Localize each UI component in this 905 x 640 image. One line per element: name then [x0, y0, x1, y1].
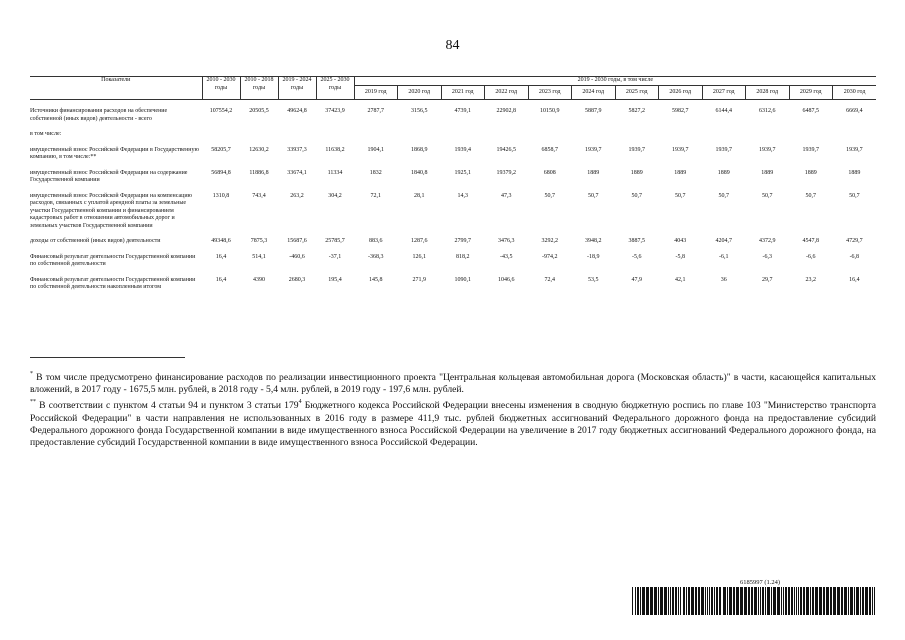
barcode-bar: [812, 587, 814, 615]
barcode-bar: [810, 587, 811, 615]
barcode-bar: [856, 587, 859, 615]
barcode-bar: [762, 587, 764, 615]
barcode-bar: [837, 587, 840, 615]
cell-value: 304,2: [328, 192, 342, 199]
barcode-bar: [794, 587, 795, 615]
cell-value: 263,2: [290, 192, 304, 199]
cell-value: 1939,7: [715, 146, 732, 153]
cell-value: 1939,7: [585, 146, 602, 153]
header-year: 2026 год: [659, 85, 703, 100]
cell-value: 107554,2: [209, 108, 233, 114]
barcode-bar: [723, 587, 726, 615]
cell-value: 1939,4: [454, 146, 471, 153]
barcode-bar: [823, 587, 825, 615]
barcode-bar: [874, 587, 875, 615]
cell-value: 1287,6: [411, 238, 428, 244]
cell-value: -6,3: [762, 253, 772, 260]
page-number: 84: [445, 38, 460, 53]
cell-value: 818,2: [456, 253, 470, 260]
cell-value: 72,4: [544, 276, 555, 283]
barcode-bar: [848, 587, 849, 615]
footnote-2: ** В соответствии с пунктом 4 статьи 94 и пунктом 3 статьи $179^4$ Бюджетного кодекса Российской Федерации внесены изменения в сводную бюджетную роспись по главе 103 "Министерство транспорта Российской Федерации" в части направления не использованных в 2016 году в размере 411,9 тыс. рублей бюджетных ассигнований Федерального дорожного фонда на предоставление субсидий Федерального дорожного фонда Государственной компании в виде имущественного взноса Российской Федерации на увеличение в 2017 году бюджетных ассигнований Федерального дорожного фонда, на предоставление субсидий Государственной компании в виде имущественного взноса Российской Федерации.: [30, 399, 876, 449]
barcode-bar: [670, 587, 671, 615]
barcode-bar: [771, 587, 772, 615]
barcode-bar: [760, 587, 761, 615]
cell-value: 3156,5: [411, 108, 428, 114]
cell-value: 5887,9: [585, 108, 602, 114]
header-period: 2010 - 2018 годы: [240, 77, 278, 100]
cell-value: 6669,4: [846, 108, 863, 114]
cell-value: 37423,9: [325, 108, 345, 114]
barcode-bar: [783, 587, 784, 615]
cell-value: 1889: [761, 169, 774, 176]
cell-value: 1889: [848, 169, 861, 176]
cell-value: 50,7: [849, 192, 860, 199]
cell-value: 2799,7: [454, 238, 471, 244]
cell-value: 23,2: [805, 276, 816, 283]
barcode-bar: [754, 587, 757, 615]
table-row: [30, 131, 876, 139]
cell-value: 19379,2: [496, 169, 516, 176]
barcode-bar: [654, 587, 657, 615]
cell-value: 1939,7: [846, 146, 863, 153]
cell-value: 6144,4: [715, 108, 732, 114]
cell-value: 4390: [253, 276, 265, 283]
cell-value: 10150,9: [540, 108, 560, 114]
footnote-1: * В том числе предусмотрено финансирование расходов по реализации инвестиционного проекта "Центральная кольцевая автомобильная дорога (Московская область)" в части, касающейся капитальных вложений, в 2017 году - 1675,5 млн. рублей, в 2018 году - 5,4 млн. рублей, в 2019 году - 197,6 млн. рублей.: [30, 371, 876, 396]
barcode-bar: [632, 587, 633, 615]
cell-value: -6,8: [849, 253, 860, 260]
cell-value: 1889: [804, 169, 817, 176]
cell-value: 5982,7: [672, 108, 689, 114]
barcode-bar: [748, 587, 750, 615]
cell-value: 3948,2: [585, 238, 602, 244]
cell-value: 11886,8: [249, 169, 269, 176]
cell-value: 50,7: [762, 192, 773, 199]
cell-value: 47,3: [501, 192, 512, 199]
cell-value: 50,7: [805, 192, 816, 199]
cell-value: 1868,9: [411, 146, 428, 153]
barcode-bar: [819, 587, 822, 615]
footnote-divider: [30, 357, 185, 358]
cell-value: 3292,2: [541, 238, 558, 244]
cell-value: 1939,7: [802, 146, 819, 153]
header-year: 2030 год: [833, 85, 877, 100]
cell-value: -974,2: [542, 253, 558, 260]
cell-value: 6808: [543, 169, 556, 176]
cell-value: 1889: [630, 169, 643, 176]
row-label: доходы от собственной (иных видов) деятельности: [30, 238, 161, 244]
cell-value: 33937,3: [287, 146, 307, 153]
barcode-bar: [751, 587, 753, 615]
cell-value: 50,7: [718, 192, 729, 199]
cell-value: 4729,7: [846, 238, 863, 244]
cell-value: 7875,3: [250, 238, 268, 244]
barcode-bar: [800, 587, 802, 615]
cell-value: 6312,6: [759, 108, 776, 114]
cell-value: -5,6: [632, 253, 642, 260]
barcode-bar: [680, 587, 681, 615]
cell-value: 2787,7: [367, 108, 384, 114]
cell-value: 50,7: [588, 192, 599, 199]
barcode-bar: [658, 587, 659, 615]
document-code: 6185997 (1.24): [740, 579, 781, 586]
table-row: [30, 170, 876, 185]
barcode-bar: [826, 587, 829, 615]
barcode-bar: [791, 587, 793, 615]
cell-value: 42,1: [675, 276, 686, 283]
cell-value: 47,9: [631, 276, 642, 283]
header-period: 2019 - 2024 годы: [278, 77, 316, 100]
barcode-bar: [707, 587, 708, 615]
cell-value: 28,1: [414, 192, 425, 199]
cell-value: 33674,1: [287, 169, 307, 176]
cell-value: 1310,8: [212, 192, 230, 199]
cell-value: 1939,7: [672, 146, 689, 153]
barcode-bar: [711, 587, 713, 615]
cell-value: -5,8: [675, 253, 685, 260]
table-row: [30, 193, 876, 231]
barcode-bar: [716, 587, 718, 615]
barcode-bar: [698, 587, 700, 615]
barcode-bar: [688, 587, 690, 615]
barcode-bar: [860, 587, 861, 615]
cell-value: -6,6: [806, 253, 816, 260]
table-row: [30, 254, 876, 269]
cell-value: 6858,7: [541, 146, 558, 153]
row-label: Финансовый результат деятельности Государственной компании по собственной деятельности: [30, 253, 196, 267]
cell-value: 743,4: [252, 192, 266, 199]
cell-value: 22902,8: [496, 108, 516, 114]
barcode-image: [632, 587, 876, 615]
cell-value: 1090,1: [454, 276, 471, 283]
cell-value: -6,1: [719, 253, 729, 260]
cell-value: 6487,5: [802, 108, 819, 114]
barcode-bar: [869, 587, 871, 615]
cell-value: 271,9: [412, 276, 426, 283]
cell-value: 25785,7: [325, 238, 345, 244]
barcode-bar: [781, 587, 782, 615]
barcode-bar: [865, 587, 868, 615]
barcode-bar: [727, 587, 728, 615]
row-label: Источники финансирования расходов на обеспечение собственной (иных видов) деятельности - всего: [30, 108, 168, 122]
cell-value: 56894,8: [211, 169, 231, 176]
header-year: 2029 год: [789, 85, 833, 100]
barcode-bar: [744, 587, 747, 615]
row-label: имущественный взнос Российской Федерации на содержание Государственной компании: [30, 169, 188, 183]
cell-value: 16,4: [215, 253, 227, 260]
barcode-bar: [646, 587, 649, 615]
cell-value: 16,4: [215, 276, 227, 283]
cell-value: -37,1: [328, 253, 342, 260]
cell-value: 1904,1: [367, 146, 384, 153]
cell-value: 50,7: [631, 192, 642, 199]
barcode-bar: [844, 587, 847, 615]
barcode-bar: [650, 587, 653, 615]
cell-value: 1832: [369, 169, 382, 176]
barcode-bar: [872, 587, 873, 615]
header-year: 2021 год: [441, 85, 485, 100]
cell-value: 4043: [674, 238, 687, 244]
cell-value: 50,7: [675, 192, 686, 199]
barcode-bar: [672, 587, 674, 615]
barcode-bar: [691, 587, 694, 615]
cell-value: 1889: [587, 169, 600, 176]
cell-value: 2680,3: [288, 276, 306, 283]
cell-value: 1939,7: [628, 146, 645, 153]
barcode-bar: [841, 587, 843, 615]
cell-value: 1889: [717, 169, 730, 176]
cell-value: 11638,2: [325, 146, 345, 153]
barcode-bar: [719, 587, 721, 615]
cell-value: 50,7: [544, 192, 555, 199]
cell-value: 49624,8: [287, 108, 307, 114]
barcode-bar: [695, 587, 697, 615]
barcode-bar: [862, 587, 864, 615]
cell-value: 14,3: [457, 192, 468, 199]
cell-value: 1840,8: [411, 169, 428, 176]
barcode-bar: [642, 587, 645, 615]
header-year: 2027 год: [702, 85, 746, 100]
barcode-bar: [758, 587, 759, 615]
barcode-bar: [798, 587, 799, 615]
cell-value: 53,5: [588, 276, 599, 283]
barcode-bar: [709, 587, 710, 615]
header-year-group: 2019 - 2030 годы, в том числе: [354, 77, 876, 86]
cell-value: 5827,2: [628, 108, 645, 114]
cell-value: 36: [720, 276, 727, 283]
barcode-bar: [714, 587, 715, 615]
cell-value: 3476,3: [498, 238, 515, 244]
barcode-bar: [833, 587, 836, 615]
barcode-bar: [675, 587, 677, 615]
cell-value: 145,8: [369, 276, 383, 283]
barcode-bar: [815, 587, 818, 615]
table-row: [30, 238, 876, 246]
barcode-bar: [678, 587, 679, 615]
header-period: 2025 - 2030 годы: [316, 77, 354, 100]
row-label: в том числе:: [30, 131, 62, 137]
cell-value: -18,9: [587, 253, 600, 260]
barcode-bar: [806, 587, 809, 615]
barcode-bar: [635, 587, 636, 615]
header-year: 2019 год: [354, 85, 398, 100]
cell-value: 195,4: [328, 276, 342, 283]
barcode-bar: [777, 587, 780, 615]
barcode-bar: [785, 587, 787, 615]
barcode-bar: [664, 587, 667, 615]
barcode-bar: [733, 587, 735, 615]
cell-value: 16,4: [849, 276, 860, 283]
barcode-bar: [803, 587, 805, 615]
barcode-bar: [830, 587, 832, 615]
cell-value: 29,7: [762, 276, 773, 283]
barcode-bar: [701, 587, 704, 615]
barcode-bar: [729, 587, 732, 615]
cell-value: 49348,6: [211, 238, 231, 244]
barcode-bar: [773, 587, 776, 615]
cell-value: 4739,1: [454, 108, 471, 114]
header-year: 2028 год: [746, 85, 790, 100]
cell-value: 3887,5: [628, 238, 645, 244]
header-period: 2010 - 2030 годы: [202, 77, 240, 100]
cell-value: 1939,7: [759, 146, 776, 153]
barcode-bar: [705, 587, 706, 615]
header-year: 2025 год: [615, 85, 659, 100]
barcode-bar: [767, 587, 770, 615]
cell-value: 20505,5: [249, 108, 269, 114]
cell-value: 58205,7: [211, 146, 231, 153]
row-label: Финансовый результат деятельности Государственной компании по собственной деятельности накопленным итогом: [30, 276, 196, 290]
cell-value: 1889: [674, 169, 687, 176]
cell-value: 4547,8: [802, 238, 819, 244]
footnotes: [30, 368, 876, 449]
cell-value: 15687,6: [287, 238, 307, 244]
cell-value: -368,3: [368, 253, 384, 260]
barcode-bar: [796, 587, 797, 615]
cell-value: -460,6: [289, 253, 305, 260]
header-year: 2022 год: [485, 85, 529, 100]
financing-table: [30, 76, 876, 300]
header-year: 2023 год: [528, 85, 572, 100]
barcode-bar: [686, 587, 687, 615]
cell-value: 1046,6: [498, 276, 515, 283]
cell-value: 12630,2: [249, 146, 269, 153]
barcode-bar: [637, 587, 639, 615]
barcode-bar: [683, 587, 685, 615]
cell-value: 126,1: [412, 253, 426, 260]
barcode-bar: [668, 587, 669, 615]
row-label: имущественный взнос Российской Федерации в Государственную компанию, в том числе:**: [30, 146, 199, 160]
barcode-bar: [765, 587, 766, 615]
cell-value: 19426,5: [496, 146, 516, 153]
table-row: [30, 277, 876, 292]
barcode-bar: [850, 587, 853, 615]
table-row: [30, 147, 876, 162]
barcode-bar: [736, 587, 739, 615]
row-label: имущественный взнос Российской Федерации на компенсацию расходов, связанных с уплатой арендной платы за земельные участки Государственной компании и финансированием кадастровых работ в отношении автомобильных дорог и земельных участков Государственной компании: [30, 192, 193, 229]
barcode-bar: [660, 587, 663, 615]
cell-value: 11334: [327, 169, 343, 176]
cell-value: -43,5: [500, 253, 513, 260]
cell-value: 4204,7: [715, 238, 732, 244]
header-year: 2024 год: [572, 85, 616, 100]
cell-value: 883,6: [369, 238, 383, 244]
cell-value: 4372,9: [759, 238, 776, 244]
barcode-bar: [788, 587, 790, 615]
barcode-bar: [854, 587, 855, 615]
barcode-bar: [640, 587, 641, 615]
header-year: 2020 год: [398, 85, 442, 100]
barcode-bar: [740, 587, 743, 615]
cell-value: 72,1: [370, 192, 381, 199]
table-row: [30, 108, 876, 123]
header-indicator: Показатели: [30, 77, 202, 100]
cell-value: 514,1: [252, 253, 266, 260]
cell-value: 1925,1: [454, 169, 471, 176]
